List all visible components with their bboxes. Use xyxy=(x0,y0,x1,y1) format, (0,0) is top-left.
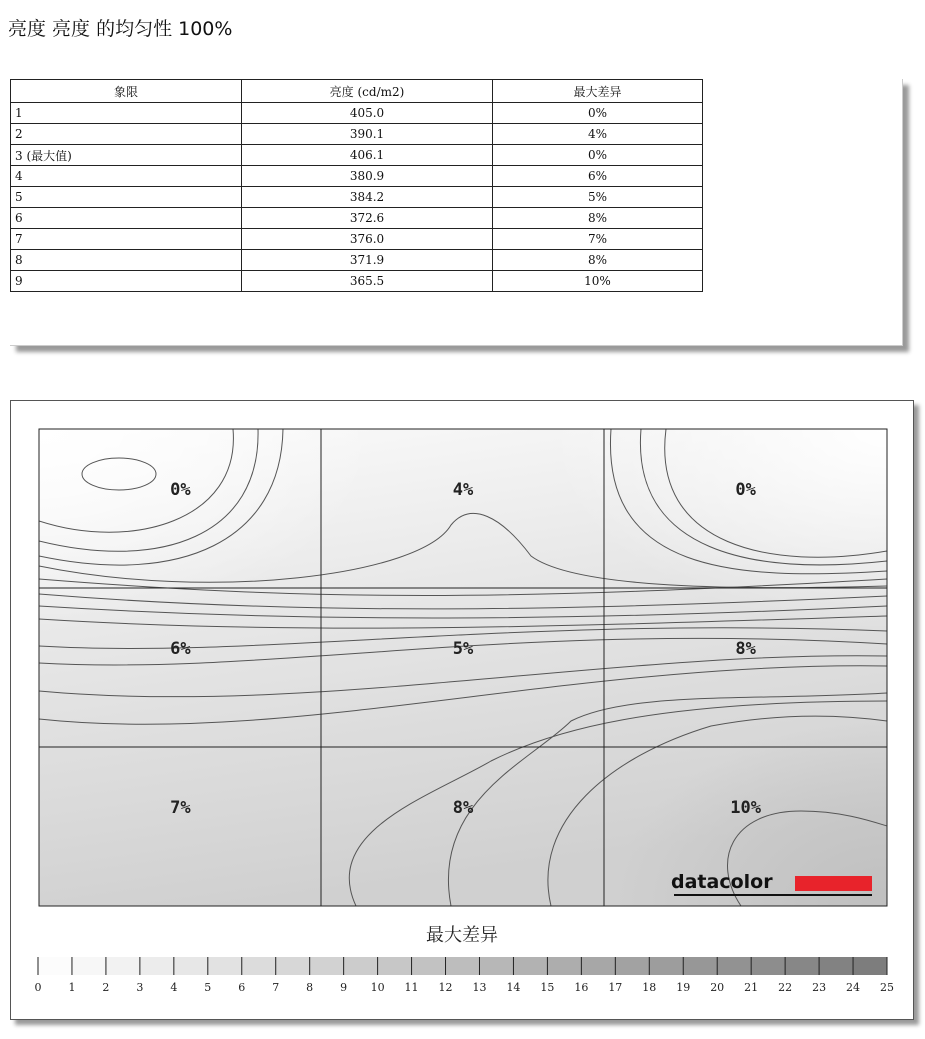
colorbar-swatch xyxy=(649,957,683,975)
colorbar-swatch xyxy=(446,957,480,975)
table-row xyxy=(11,166,703,187)
cell-label: 0% xyxy=(170,480,191,500)
colorbar-swatch xyxy=(344,957,378,975)
colorbar-swatch xyxy=(38,957,72,975)
colorbar-tick-label: 10 xyxy=(370,981,385,994)
max-diff-cell: 10% xyxy=(493,271,703,292)
colorbar-swatch xyxy=(785,957,819,975)
quadrant-cell: 9 xyxy=(11,271,242,292)
quadrant-cell: 7 xyxy=(11,229,242,250)
colorbar-tick-label: 19 xyxy=(676,981,691,994)
colorbar-tick-label: 7 xyxy=(272,981,280,994)
colorbar-tick-label: 25 xyxy=(880,981,894,994)
colorbar-swatch xyxy=(683,957,717,975)
luminance-cell: 384.2 xyxy=(242,187,493,208)
colorbar-swatch xyxy=(513,957,547,975)
colorbar xyxy=(35,957,895,994)
cell-label: 8% xyxy=(452,798,474,818)
luminance-cell: 376.0 xyxy=(242,229,493,250)
colorbar-swatch xyxy=(819,957,853,975)
colorbar-tick-label: 22 xyxy=(778,981,793,994)
colorbar-swatch xyxy=(751,957,785,975)
colorbar-tick-label: 9 xyxy=(340,981,348,994)
colorbar-tick-label: 20 xyxy=(710,981,725,994)
quadrant-cell: 8 xyxy=(11,250,242,271)
colorbar-tick-label: 4 xyxy=(170,981,178,994)
max-diff-cell: 4% xyxy=(493,124,703,145)
cell-label: 4% xyxy=(452,480,474,500)
page-title: 亮度 亮度 的均匀性 100% xyxy=(8,18,233,40)
colorbar-swatch xyxy=(378,957,412,975)
max-diff-cell: 6% xyxy=(493,166,703,187)
col-header-luminance: 亮度 (cd/m2) xyxy=(242,80,493,103)
luminance-cell: 406.1 xyxy=(242,145,493,166)
colorbar-tick-label: 5 xyxy=(204,981,212,994)
uniformity-contour-chart xyxy=(11,401,913,1019)
cell-label: 10% xyxy=(730,798,762,818)
max-diff-cell: 8% xyxy=(493,250,703,271)
cell-label: 8% xyxy=(735,639,756,659)
colorbar-swatch xyxy=(106,957,140,975)
max-diff-cell: 8% xyxy=(493,208,703,229)
col-header-max-diff: 最大差异 xyxy=(493,80,703,103)
max-diff-cell: 5% xyxy=(493,187,703,208)
colorbar-swatch xyxy=(242,957,276,975)
quadrant-cell: 1 xyxy=(11,103,242,124)
colorbar-swatch xyxy=(615,957,649,975)
colorbar-swatch xyxy=(174,957,208,975)
colorbar-tick-label: 11 xyxy=(404,981,419,994)
colorbar-swatch xyxy=(717,957,751,975)
colorbar-swatch xyxy=(276,957,310,975)
table-row xyxy=(11,103,703,124)
colorbar-swatch xyxy=(140,957,174,975)
colorbar-tick-label: 12 xyxy=(438,981,453,994)
table-header-row xyxy=(11,80,703,103)
colorbar-tick-label: 18 xyxy=(642,981,657,994)
contour-plot-area xyxy=(39,429,887,906)
uniformity-table-card xyxy=(10,79,903,346)
quadrant-cell: 2 xyxy=(11,124,242,145)
colorbar-swatch xyxy=(547,957,581,975)
table-row xyxy=(11,145,703,166)
colorbar-tick-label: 24 xyxy=(846,981,861,994)
luminance-cell: 390.1 xyxy=(242,124,493,145)
colorbar-tick-label: 21 xyxy=(744,981,759,994)
colorbar-tick-label: 14 xyxy=(506,981,521,994)
colorbar-swatch xyxy=(208,957,242,975)
colorbar-tick-label: 15 xyxy=(540,981,555,994)
luminance-cell: 372.6 xyxy=(242,208,493,229)
table-row xyxy=(11,208,703,229)
colorbar-tick-label: 1 xyxy=(68,981,76,994)
cell-label: 7% xyxy=(170,798,191,818)
max-diff-cell: 0% xyxy=(493,103,703,124)
datacolor-logo-text: datacolor xyxy=(671,871,773,893)
colorbar-swatch xyxy=(581,957,615,975)
colorbar-swatch xyxy=(310,957,344,975)
colorbar-tick-label: 23 xyxy=(812,981,827,994)
colorbar-swatch xyxy=(853,957,887,975)
cell-label: 5% xyxy=(452,639,474,659)
colorbar-tick-label: 16 xyxy=(574,981,589,994)
uniformity-table xyxy=(10,79,703,292)
colorbar-tick-label: 13 xyxy=(472,981,487,994)
table-row xyxy=(11,250,703,271)
luminance-cell: 405.0 xyxy=(242,103,493,124)
col-header-quadrant: 象限 xyxy=(11,80,242,103)
luminance-cell: 371.9 xyxy=(242,250,493,271)
cell-label: 0% xyxy=(735,480,756,500)
quadrant-cell: 5 xyxy=(11,187,242,208)
max-diff-cell: 7% xyxy=(493,229,703,250)
colorbar-tick-label: 8 xyxy=(306,981,314,994)
quadrant-cell: 3 (最大值) xyxy=(11,145,242,166)
table-row xyxy=(11,229,703,250)
colorbar-tick-label: 2 xyxy=(102,981,110,994)
colorbar-title: 最大差异 xyxy=(426,925,498,946)
colorbar-swatch xyxy=(72,957,106,975)
quadrant-cell: 6 xyxy=(11,208,242,229)
table-row xyxy=(11,271,703,292)
max-diff-cell: 0% xyxy=(493,145,703,166)
table-row xyxy=(11,124,703,145)
luminance-cell: 380.9 xyxy=(242,166,493,187)
quadrant-cell: 4 xyxy=(11,166,242,187)
colorbar-tick-label: 3 xyxy=(136,981,144,994)
table-row xyxy=(11,187,703,208)
colorbar-swatch xyxy=(412,957,446,975)
cell-label: 6% xyxy=(170,639,191,659)
logo-underline xyxy=(674,894,872,896)
logo-red-bar xyxy=(795,876,872,891)
uniformity-chart-card xyxy=(10,400,914,1020)
luminance-cell: 365.5 xyxy=(242,271,493,292)
colorbar-tick-label: 17 xyxy=(608,981,623,994)
colorbar-tick-label: 6 xyxy=(238,981,246,994)
colorbar-tick-label: 0 xyxy=(34,981,42,994)
colorbar-swatch xyxy=(479,957,513,975)
